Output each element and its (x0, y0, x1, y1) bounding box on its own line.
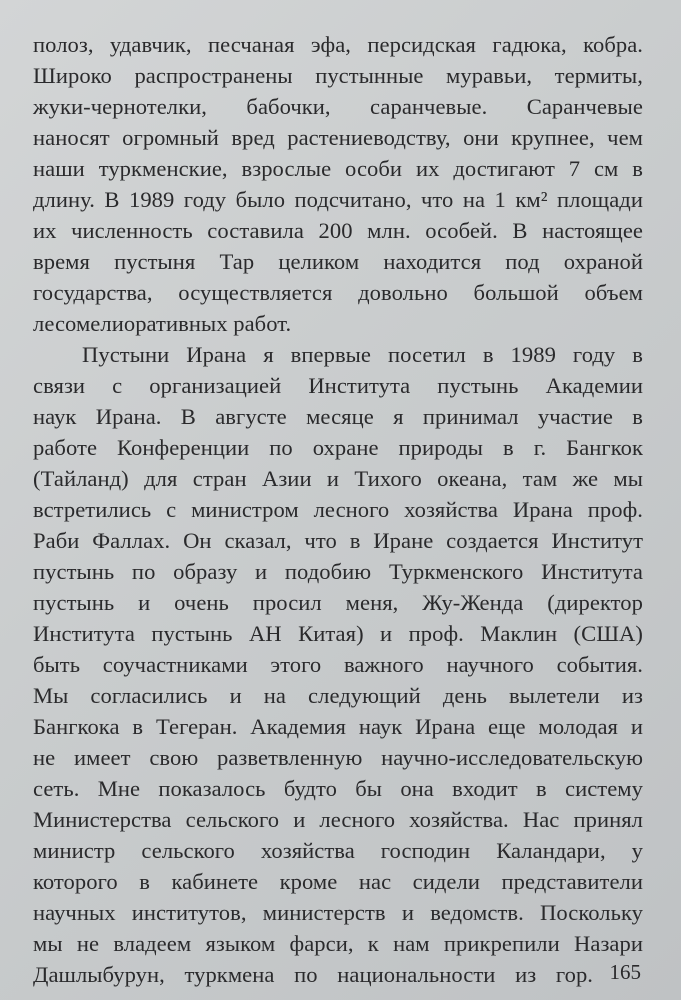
text-line-4: наносят огромный вред растениеводству, они крупнее, чем (33, 125, 643, 150)
text-line-12: связи с организацией Института пустынь Академии (33, 373, 643, 398)
text-line-25: сеть. Мне показалось будто бы она входит в систему (33, 776, 643, 801)
text-line-6: длину. В 1989 году было подсчитано, что на 1 км² площади (33, 187, 643, 212)
text-line-9: государства, осуществляется довольно большой объем (33, 280, 643, 305)
text-line-2: Широко распространены пустынные муравьи, термиты, (33, 63, 643, 88)
text-line-27: министр сельского хозяйства господин Каландари, у (33, 838, 643, 863)
text-line-20: Института пустынь АН Китая) и проф. Маклин (США) (33, 621, 643, 646)
text-line-30: мы не владеем языком фарси, к нам прикрепили Назари (33, 931, 643, 956)
text-line-22: Мы согласились и на следующий день вылетели из (33, 683, 643, 708)
text-line-5: наши туркменские, взрослые особи их достигают 7 см в (33, 156, 643, 181)
text-line-21: быть соучастниками этого важного научного события. (33, 652, 643, 677)
text-line-31: Дашлыбурун, туркмена по национальности из гор. (33, 962, 593, 987)
text-line-19: пустынь и очень просил меня, Жу-Женда (директор (33, 590, 643, 615)
text-line-15: (Тайланд) для стран Азии и Тихого океана, там же мы (33, 466, 643, 491)
text-line-23: Бангкока в Тегеран. Академия наук Ирана еще молодая и (33, 714, 643, 739)
text-line-1: полоз, удавчик, песчаная эфа, персидская гадюка, кобра. (33, 32, 643, 57)
text-line-3: жуки-чернотелки, бабочки, саранчевые. Саранчевые (33, 94, 643, 119)
text-line-16: встретились с министром лесного хозяйства Ирана проф. (33, 497, 643, 522)
text-line-17: Раби Фаллах. Он сказал, что в Иране создается Институт (33, 528, 643, 553)
text-line-7: их численность составила 200 млн. особей. В настоящее (33, 218, 643, 243)
text-line-24: не имеет свою разветвленную научно-исследовательскую (33, 745, 643, 770)
text-line-28: которого в кабинете кроме нас сидели представители (33, 869, 643, 894)
text-line-14: работе Конференции по охране природы в г. Бангкок (33, 435, 643, 460)
text-line-26: Министерства сельского и лесного хозяйства. Нас принял (33, 807, 643, 832)
text-line-29: научных институтов, министерств и ведомств. Поскольку (33, 900, 643, 925)
text-line-13: наук Ирана. В августе месяце я принимал участие в (33, 404, 643, 429)
text-line-8: время пустыня Тар целиком находится под охраной (33, 249, 643, 274)
paragraph-first-line: Пустыни Ирана я впервые посетил в 1989 году в (82, 342, 643, 367)
page-number: 165 (609, 960, 641, 984)
text-line-10: лесомелиоративных работ. (33, 311, 292, 336)
text-line-18: пустынь по образу и подобию Туркменского Института (33, 559, 643, 584)
